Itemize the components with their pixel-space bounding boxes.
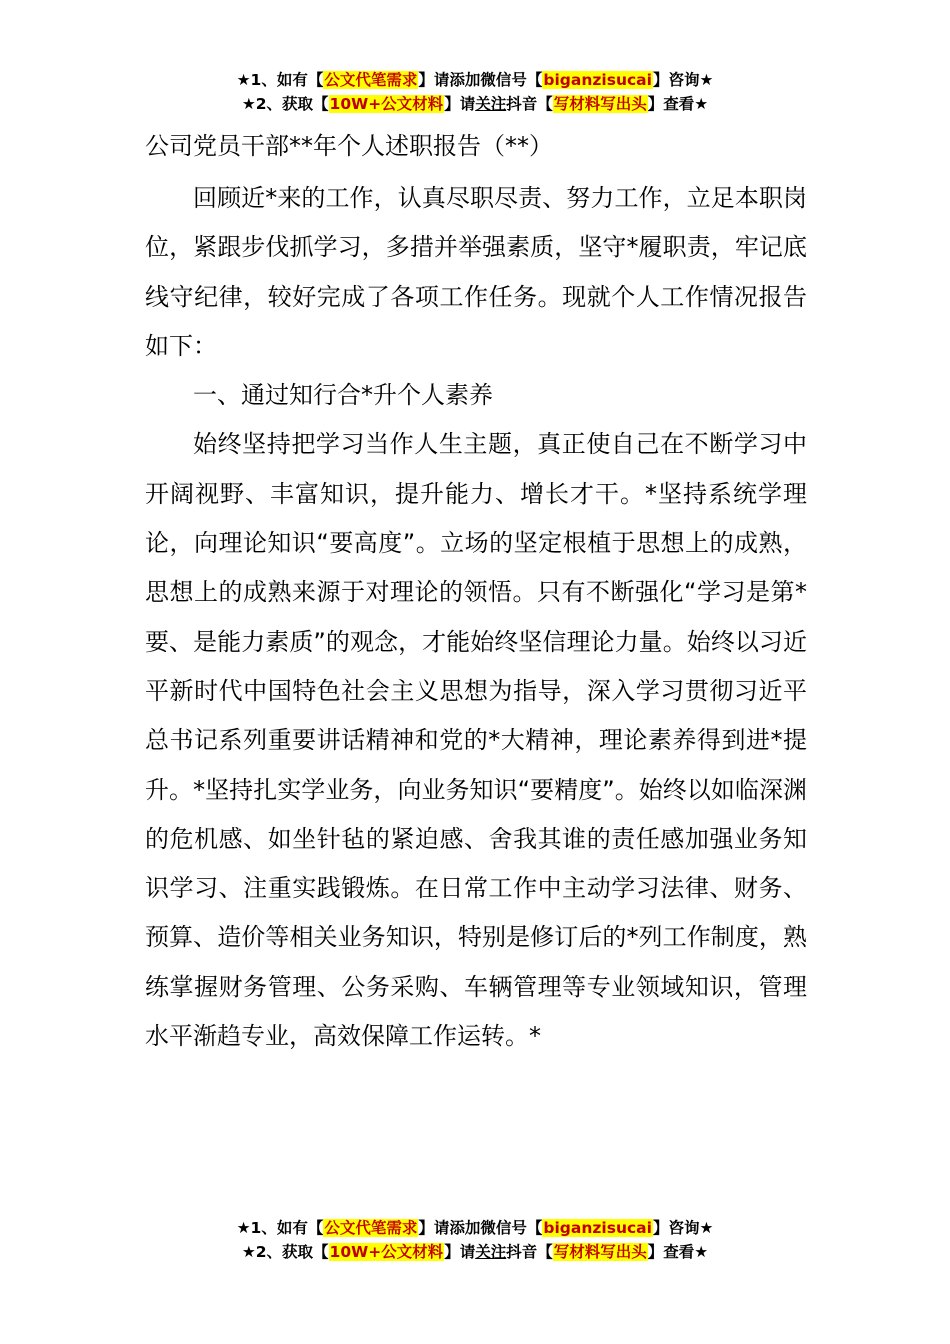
banner-text: 微信号【 xyxy=(480,71,543,89)
banner-text: 微信号【 xyxy=(480,1219,543,1237)
paragraph: 始终坚持把学习当作人生主题，真正使自己在不断学习中开阔视野、丰富知识，提升能力、增长才干。*坚持系统学理论，向理论知识“要高度”。立场的坚定根植于思想上的成熟，思想上的成熟来源于对理论的领悟。只有不断强化“学习是第*要、是能力素质”的观念，才能始终坚信理论力量。始终以习近平新时代中国特色社会主义思想为指导，深入学习贯彻习近平总书记系列重要讲话精神和党的*大精神，理论素养得到进*提升。*坚持扎实学业务，向业务知识“要精度”。始终以如临深渊的危机感、如坐针毡的紧迫感、舍我其谁的责任感加强业务知识学习、注重实践锻炼。在日常工作中主动学习法律、财务、预算、造价等相关业务知识，特别是修订后的*列工作制度，熟练掌握财务管理、公务采购、车辆管理等专业领域知识，管理水平渐趋专业，高效保障工作运转。* xyxy=(145,430,807,1051)
banner-line-2 xyxy=(0,92,950,116)
banner-line-2 xyxy=(0,1240,950,1264)
banner-line-1 xyxy=(0,68,950,92)
banner-text: 】查看★ xyxy=(647,95,709,113)
paragraph: 回顾近*来的工作，认真尽职尽责、努力工作，立足本职岗位，紧跟步伐抓学习，多措并举强素质，坚守*履职责，牢记底线守纪律，较好完成了各项工作任务。现就个人工作情况报告如下： xyxy=(145,184,807,360)
wechat-id-tag: biganzisucai xyxy=(543,1219,652,1237)
banner-text: ★2、获取【 xyxy=(241,95,329,113)
highlight-tag: 公文代笔需求 xyxy=(324,71,418,89)
banner-emphasis: 添加 xyxy=(449,1219,481,1237)
douyin-id-tag: 写材料写出头 xyxy=(553,1243,647,1261)
banner-text: 抖音【 xyxy=(506,1243,553,1261)
header-banner xyxy=(0,68,950,116)
banner-text: 】请 xyxy=(444,95,476,113)
document-body xyxy=(145,174,807,1061)
banner-text: 】咨询★ xyxy=(652,1219,714,1237)
wechat-id-tag: biganzisucai xyxy=(543,71,652,89)
banner-text: 】请 xyxy=(444,1243,476,1261)
banner-text: ★1、如有【 xyxy=(236,71,324,89)
highlight-tag: 公文代笔需求 xyxy=(324,1219,418,1237)
banner-text: 】请 xyxy=(418,1219,450,1237)
footer-banner xyxy=(0,1216,950,1264)
banner-text: 】请 xyxy=(418,71,450,89)
banner-text: ★1、如有【 xyxy=(236,1219,324,1237)
banner-line-1 xyxy=(0,1216,950,1240)
highlight-tag: 10W+公文材料 xyxy=(329,95,444,113)
banner-emphasis: 关注 xyxy=(475,95,507,113)
banner-text: ★2、获取【 xyxy=(241,1243,329,1261)
banner-text: 】咨询★ xyxy=(652,71,714,89)
highlight-tag: 10W+公文材料 xyxy=(329,1243,444,1261)
document-title: 公司党员干部**年个人述职报告（**） xyxy=(145,132,553,160)
douyin-id-tag: 写材料写出头 xyxy=(553,95,647,113)
banner-emphasis: 添加 xyxy=(449,71,481,89)
section-heading: 一、通过知行合*升个人素养 xyxy=(193,381,493,410)
banner-text: 】查看★ xyxy=(647,1243,709,1261)
banner-text: 抖音【 xyxy=(506,95,553,113)
banner-emphasis: 关注 xyxy=(475,1243,507,1261)
